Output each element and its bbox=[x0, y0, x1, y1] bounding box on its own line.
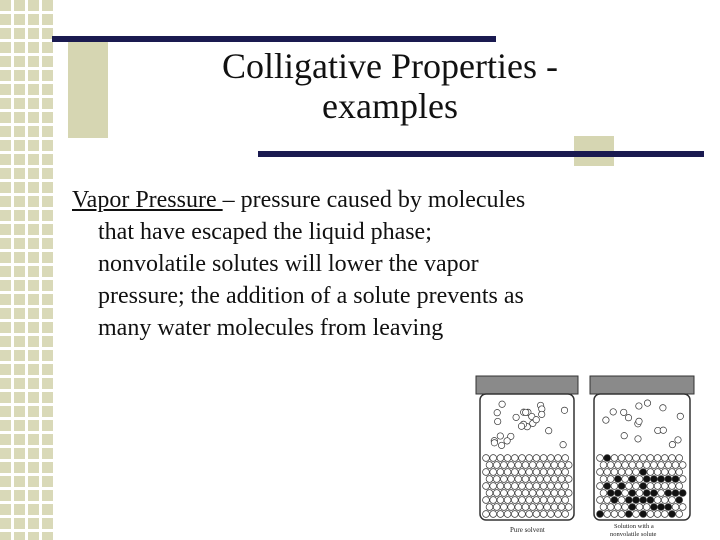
solvent-molecule bbox=[497, 483, 504, 490]
solution-beaker bbox=[590, 376, 694, 538]
vapor-molecule bbox=[513, 414, 519, 420]
solute-molecule bbox=[625, 497, 632, 504]
vapor-molecule bbox=[610, 409, 616, 415]
vapor-molecule bbox=[621, 409, 627, 415]
vapor-molecule bbox=[561, 407, 567, 413]
solvent-molecule bbox=[625, 483, 632, 490]
solute-molecule bbox=[679, 490, 686, 497]
solvent-molecule bbox=[597, 455, 604, 462]
pure-liquid-molecules bbox=[483, 455, 572, 518]
solvent-molecule bbox=[676, 511, 683, 518]
solvent-molecule bbox=[490, 455, 497, 462]
solvent-molecule bbox=[661, 497, 668, 504]
solvent-molecule bbox=[540, 455, 547, 462]
solute-molecule bbox=[615, 490, 622, 497]
solvent-molecule bbox=[508, 476, 515, 483]
solvent-molecule bbox=[654, 511, 661, 518]
solvent-molecule bbox=[558, 504, 565, 511]
solvent-molecule bbox=[604, 469, 611, 476]
solvent-molecule bbox=[555, 483, 562, 490]
solvent-molecule bbox=[669, 497, 676, 504]
solvent-molecule bbox=[526, 455, 533, 462]
solvent-molecule bbox=[544, 490, 551, 497]
solvent-molecule bbox=[497, 511, 504, 518]
solvent-molecule bbox=[633, 511, 640, 518]
solute-molecule bbox=[665, 476, 672, 483]
solute-molecule bbox=[669, 511, 676, 518]
solvent-molecule bbox=[676, 469, 683, 476]
solvent-molecule bbox=[483, 469, 490, 476]
solvent-molecule bbox=[490, 469, 497, 476]
solvent-molecule bbox=[547, 469, 554, 476]
solvent-molecule bbox=[547, 483, 554, 490]
slide-title bbox=[150, 46, 630, 126]
solvent-molecule bbox=[661, 455, 668, 462]
solvent-molecule bbox=[661, 483, 668, 490]
solute-molecule bbox=[618, 483, 625, 490]
solute-molecule bbox=[665, 490, 672, 497]
solvent-molecule bbox=[529, 490, 536, 497]
solute-molecule bbox=[640, 483, 647, 490]
solvent-molecule bbox=[611, 469, 618, 476]
solute-molecule bbox=[651, 490, 658, 497]
solvent-molecule bbox=[661, 511, 668, 518]
solvent-molecule bbox=[483, 497, 490, 504]
solvent-molecule bbox=[540, 483, 547, 490]
vapor-molecule bbox=[644, 400, 650, 406]
solvent-molecule bbox=[647, 483, 654, 490]
solvent-molecule bbox=[551, 476, 558, 483]
vapor-molecule bbox=[523, 409, 529, 415]
vapor-molecule bbox=[625, 415, 631, 421]
solvent-molecule bbox=[501, 490, 508, 497]
title-line-1: Colligative Properties - bbox=[222, 46, 558, 86]
solvent-molecule bbox=[558, 462, 565, 469]
solute-molecule bbox=[604, 483, 611, 490]
solvent-molecule bbox=[483, 483, 490, 490]
solvent-molecule bbox=[669, 483, 676, 490]
solvent-molecule bbox=[490, 497, 497, 504]
solvent-molecule bbox=[661, 469, 668, 476]
solvent-molecule bbox=[497, 455, 504, 462]
solute-molecule bbox=[676, 497, 683, 504]
solvent-molecule bbox=[501, 504, 508, 511]
solvent-molecule bbox=[483, 455, 490, 462]
solvent-molecule bbox=[522, 490, 529, 497]
solvent-molecule bbox=[519, 469, 526, 476]
solvent-molecule bbox=[679, 462, 686, 469]
solvent-molecule bbox=[551, 490, 558, 497]
solute-molecule bbox=[629, 476, 636, 483]
solvent-molecule bbox=[501, 476, 508, 483]
solvent-molecule bbox=[540, 469, 547, 476]
title-rule-bottom bbox=[258, 151, 704, 157]
solvent-molecule bbox=[636, 504, 643, 511]
solute-molecule bbox=[651, 476, 658, 483]
vapor-molecule bbox=[560, 442, 566, 448]
vapor-molecule bbox=[495, 418, 501, 424]
solvent-molecule bbox=[643, 462, 650, 469]
solute-molecule bbox=[672, 490, 679, 497]
solvent-molecule bbox=[647, 455, 654, 462]
solvent-molecule bbox=[555, 455, 562, 462]
vapor-pressure-figure bbox=[474, 374, 696, 540]
solvent-molecule bbox=[562, 497, 569, 504]
solvent-molecule bbox=[618, 511, 625, 518]
solvent-molecule bbox=[533, 469, 540, 476]
solvent-molecule bbox=[622, 462, 629, 469]
definition-line-3: nonvolatile solutes will lower the vapor bbox=[98, 251, 479, 277]
title-rule-top bbox=[52, 36, 496, 42]
solvent-molecule bbox=[529, 476, 536, 483]
solvent-molecule bbox=[526, 483, 533, 490]
solvent-molecule bbox=[607, 476, 614, 483]
vapor-molecule bbox=[497, 433, 503, 439]
solvent-molecule bbox=[633, 469, 640, 476]
solvent-molecule bbox=[622, 504, 629, 511]
definition-line-2: that have escaped the liquid phase; bbox=[98, 219, 432, 245]
solvent-molecule bbox=[669, 455, 676, 462]
solvent-molecule bbox=[519, 511, 526, 518]
solvent-molecule bbox=[679, 476, 686, 483]
solvent-molecule bbox=[629, 462, 636, 469]
solvent-molecule bbox=[486, 462, 493, 469]
vapor-molecule bbox=[621, 433, 627, 439]
solvent-molecule bbox=[597, 497, 604, 504]
solvent-molecule bbox=[504, 455, 511, 462]
solute-molecule bbox=[597, 511, 604, 518]
solvent-molecule bbox=[604, 497, 611, 504]
solute-molecule bbox=[643, 476, 650, 483]
solvent-molecule bbox=[497, 497, 504, 504]
solvent-molecule bbox=[562, 483, 569, 490]
solvent-molecule bbox=[597, 469, 604, 476]
vapor-molecule bbox=[539, 411, 545, 417]
solvent-molecule bbox=[551, 462, 558, 469]
solvent-molecule bbox=[526, 511, 533, 518]
solute-molecule bbox=[651, 504, 658, 511]
vapor-molecule bbox=[603, 417, 609, 423]
solvent-molecule bbox=[651, 462, 658, 469]
vapor-molecule bbox=[533, 417, 539, 423]
solvent-molecule bbox=[540, 497, 547, 504]
solvent-molecule bbox=[640, 455, 647, 462]
solvent-molecule bbox=[679, 504, 686, 511]
vapor-molecule bbox=[636, 403, 642, 409]
solvent-molecule bbox=[537, 490, 544, 497]
solvent-molecule bbox=[611, 483, 618, 490]
solvent-molecule bbox=[611, 455, 618, 462]
solvent-molecule bbox=[672, 462, 679, 469]
solvent-molecule bbox=[519, 455, 526, 462]
solute-molecule bbox=[629, 504, 636, 511]
solvent-molecule bbox=[600, 476, 607, 483]
solvent-molecule bbox=[533, 497, 540, 504]
solvent-molecule bbox=[618, 469, 625, 476]
solvent-molecule bbox=[544, 476, 551, 483]
solvent-molecule bbox=[625, 469, 632, 476]
solvent-molecule bbox=[654, 469, 661, 476]
vapor-molecule bbox=[636, 418, 642, 424]
solvent-molecule bbox=[658, 490, 665, 497]
solvent-molecule bbox=[544, 504, 551, 511]
solvent-molecule bbox=[504, 511, 511, 518]
solvent-molecule bbox=[544, 462, 551, 469]
solvent-molecule bbox=[607, 462, 614, 469]
solvent-molecule bbox=[562, 469, 569, 476]
vapor-molecule bbox=[669, 441, 675, 447]
solvent-molecule bbox=[600, 490, 607, 497]
solute-molecule bbox=[640, 511, 647, 518]
solvent-molecule bbox=[493, 462, 500, 469]
solvent-molecule bbox=[597, 483, 604, 490]
solvent-molecule bbox=[522, 476, 529, 483]
solvent-molecule bbox=[615, 504, 622, 511]
solvent-molecule bbox=[654, 483, 661, 490]
solvent-molecule bbox=[508, 462, 515, 469]
solvent-molecule bbox=[540, 511, 547, 518]
solvent-molecule bbox=[654, 455, 661, 462]
slide-body bbox=[72, 184, 692, 344]
left-caption: Pure solvent bbox=[510, 526, 545, 534]
solvent-molecule bbox=[533, 455, 540, 462]
solvent-molecule bbox=[515, 490, 522, 497]
solvent-molecule bbox=[636, 462, 643, 469]
vapor-molecule bbox=[546, 428, 552, 434]
solvent-molecule bbox=[607, 504, 614, 511]
vapor-molecule bbox=[675, 437, 681, 443]
solvent-molecule bbox=[537, 504, 544, 511]
definition-line-5: many water molecules from leaving bbox=[98, 315, 444, 341]
vapor-molecule bbox=[494, 410, 500, 416]
solvent-molecule bbox=[547, 511, 554, 518]
vapor-molecule bbox=[504, 438, 510, 444]
vapor-molecule bbox=[660, 405, 666, 411]
solvent-molecule bbox=[490, 483, 497, 490]
solute-molecule bbox=[658, 476, 665, 483]
solvent-molecule bbox=[565, 490, 572, 497]
left-stripe-decoration bbox=[0, 0, 53, 540]
solvent-molecule bbox=[555, 469, 562, 476]
solute-molecule bbox=[672, 476, 679, 483]
solvent-molecule bbox=[604, 511, 611, 518]
pure-solvent-beaker bbox=[476, 376, 578, 534]
solvent-molecule bbox=[526, 497, 533, 504]
solvent-molecule bbox=[511, 483, 518, 490]
title-accent-box-left bbox=[68, 38, 108, 138]
solvent-molecule bbox=[558, 476, 565, 483]
solvent-molecule bbox=[504, 469, 511, 476]
solvent-molecule bbox=[533, 511, 540, 518]
solvent-molecule bbox=[519, 497, 526, 504]
solution-liquid-molecules bbox=[597, 455, 687, 518]
solvent-molecule bbox=[676, 455, 683, 462]
solvent-molecule bbox=[672, 504, 679, 511]
solvent-molecule bbox=[515, 476, 522, 483]
vapor-molecule bbox=[499, 401, 505, 407]
right-caption-line-1: Solution with a bbox=[614, 523, 654, 530]
solute-molecule bbox=[607, 490, 614, 497]
solvent-molecule bbox=[622, 476, 629, 483]
solvent-molecule bbox=[486, 476, 493, 483]
solvent-molecule bbox=[558, 490, 565, 497]
solvent-molecule bbox=[676, 483, 683, 490]
definition-line-1: – pressure caused by molecules bbox=[222, 187, 526, 213]
solvent-molecule bbox=[643, 504, 650, 511]
solvent-molecule bbox=[600, 462, 607, 469]
solvent-molecule bbox=[633, 455, 640, 462]
solvent-molecule bbox=[533, 483, 540, 490]
solvent-molecule bbox=[508, 504, 515, 511]
solvent-molecule bbox=[565, 504, 572, 511]
solute-molecule bbox=[665, 504, 672, 511]
solute-molecule bbox=[643, 490, 650, 497]
solvent-molecule bbox=[633, 483, 640, 490]
solute-molecule bbox=[647, 497, 654, 504]
solvent-molecule bbox=[658, 462, 665, 469]
vapor-molecule bbox=[498, 442, 504, 448]
vapor-molecule bbox=[518, 423, 524, 429]
solvent-molecule bbox=[490, 511, 497, 518]
solvent-molecule bbox=[529, 462, 536, 469]
solvent-molecule bbox=[511, 511, 518, 518]
solvent-molecule bbox=[555, 511, 562, 518]
solute-molecule bbox=[625, 511, 632, 518]
solvent-molecule bbox=[565, 476, 572, 483]
solvent-molecule bbox=[486, 490, 493, 497]
solvent-molecule bbox=[551, 504, 558, 511]
vapor-molecule bbox=[491, 440, 497, 446]
solvent-molecule bbox=[511, 497, 518, 504]
solvent-molecule bbox=[618, 497, 625, 504]
solvent-molecule bbox=[508, 490, 515, 497]
solvent-molecule bbox=[647, 511, 654, 518]
solvent-molecule bbox=[665, 462, 672, 469]
solvent-molecule bbox=[504, 497, 511, 504]
solvent-molecule bbox=[636, 490, 643, 497]
solvent-molecule bbox=[537, 476, 544, 483]
solvent-molecule bbox=[622, 490, 629, 497]
solvent-molecule bbox=[647, 469, 654, 476]
solvent-molecule bbox=[547, 497, 554, 504]
solvent-molecule bbox=[515, 504, 522, 511]
solvent-molecule bbox=[555, 497, 562, 504]
solvent-molecule bbox=[522, 504, 529, 511]
solute-molecule bbox=[604, 455, 611, 462]
solute-molecule bbox=[640, 469, 647, 476]
solute-molecule bbox=[615, 476, 622, 483]
solvent-molecule bbox=[486, 504, 493, 511]
solvent-molecule bbox=[615, 462, 622, 469]
solvent-molecule bbox=[547, 455, 554, 462]
solute-molecule bbox=[633, 497, 640, 504]
solvent-molecule bbox=[565, 462, 572, 469]
solvent-molecule bbox=[537, 462, 544, 469]
right-caption-line-2: nonvolatile solute bbox=[610, 531, 657, 538]
solvent-molecule bbox=[504, 483, 511, 490]
solvent-molecule bbox=[511, 455, 518, 462]
vapor-molecule bbox=[677, 413, 683, 419]
solvent-molecule bbox=[483, 511, 490, 518]
solvent-molecule bbox=[515, 462, 522, 469]
solvent-molecule bbox=[600, 504, 607, 511]
solvent-molecule bbox=[493, 476, 500, 483]
solute-molecule bbox=[658, 504, 665, 511]
solvent-molecule bbox=[562, 511, 569, 518]
solvent-molecule bbox=[522, 462, 529, 469]
solvent-molecule bbox=[669, 469, 676, 476]
solvent-molecule bbox=[497, 469, 504, 476]
solvent-molecule bbox=[493, 490, 500, 497]
solute-molecule bbox=[640, 497, 647, 504]
solute-molecule bbox=[629, 490, 636, 497]
solvent-molecule bbox=[493, 504, 500, 511]
vapor-molecule bbox=[635, 436, 641, 442]
solvent-molecule bbox=[636, 476, 643, 483]
solvent-molecule bbox=[501, 462, 508, 469]
solvent-molecule bbox=[529, 504, 536, 511]
definition-line-4: pressure; the addition of a solute prevents as bbox=[98, 283, 524, 309]
solvent-molecule bbox=[611, 511, 618, 518]
solvent-molecule bbox=[618, 455, 625, 462]
term-vapor-pressure: Vapor Pressure bbox=[72, 187, 223, 213]
vapor-molecule bbox=[660, 427, 666, 433]
solvent-molecule bbox=[562, 455, 569, 462]
solvent-molecule bbox=[654, 497, 661, 504]
solvent-molecule bbox=[526, 469, 533, 476]
solvent-molecule bbox=[519, 483, 526, 490]
solvent-molecule bbox=[625, 455, 632, 462]
solute-molecule bbox=[611, 497, 618, 504]
title-line-2: examples bbox=[322, 86, 458, 126]
solvent-molecule bbox=[511, 469, 518, 476]
